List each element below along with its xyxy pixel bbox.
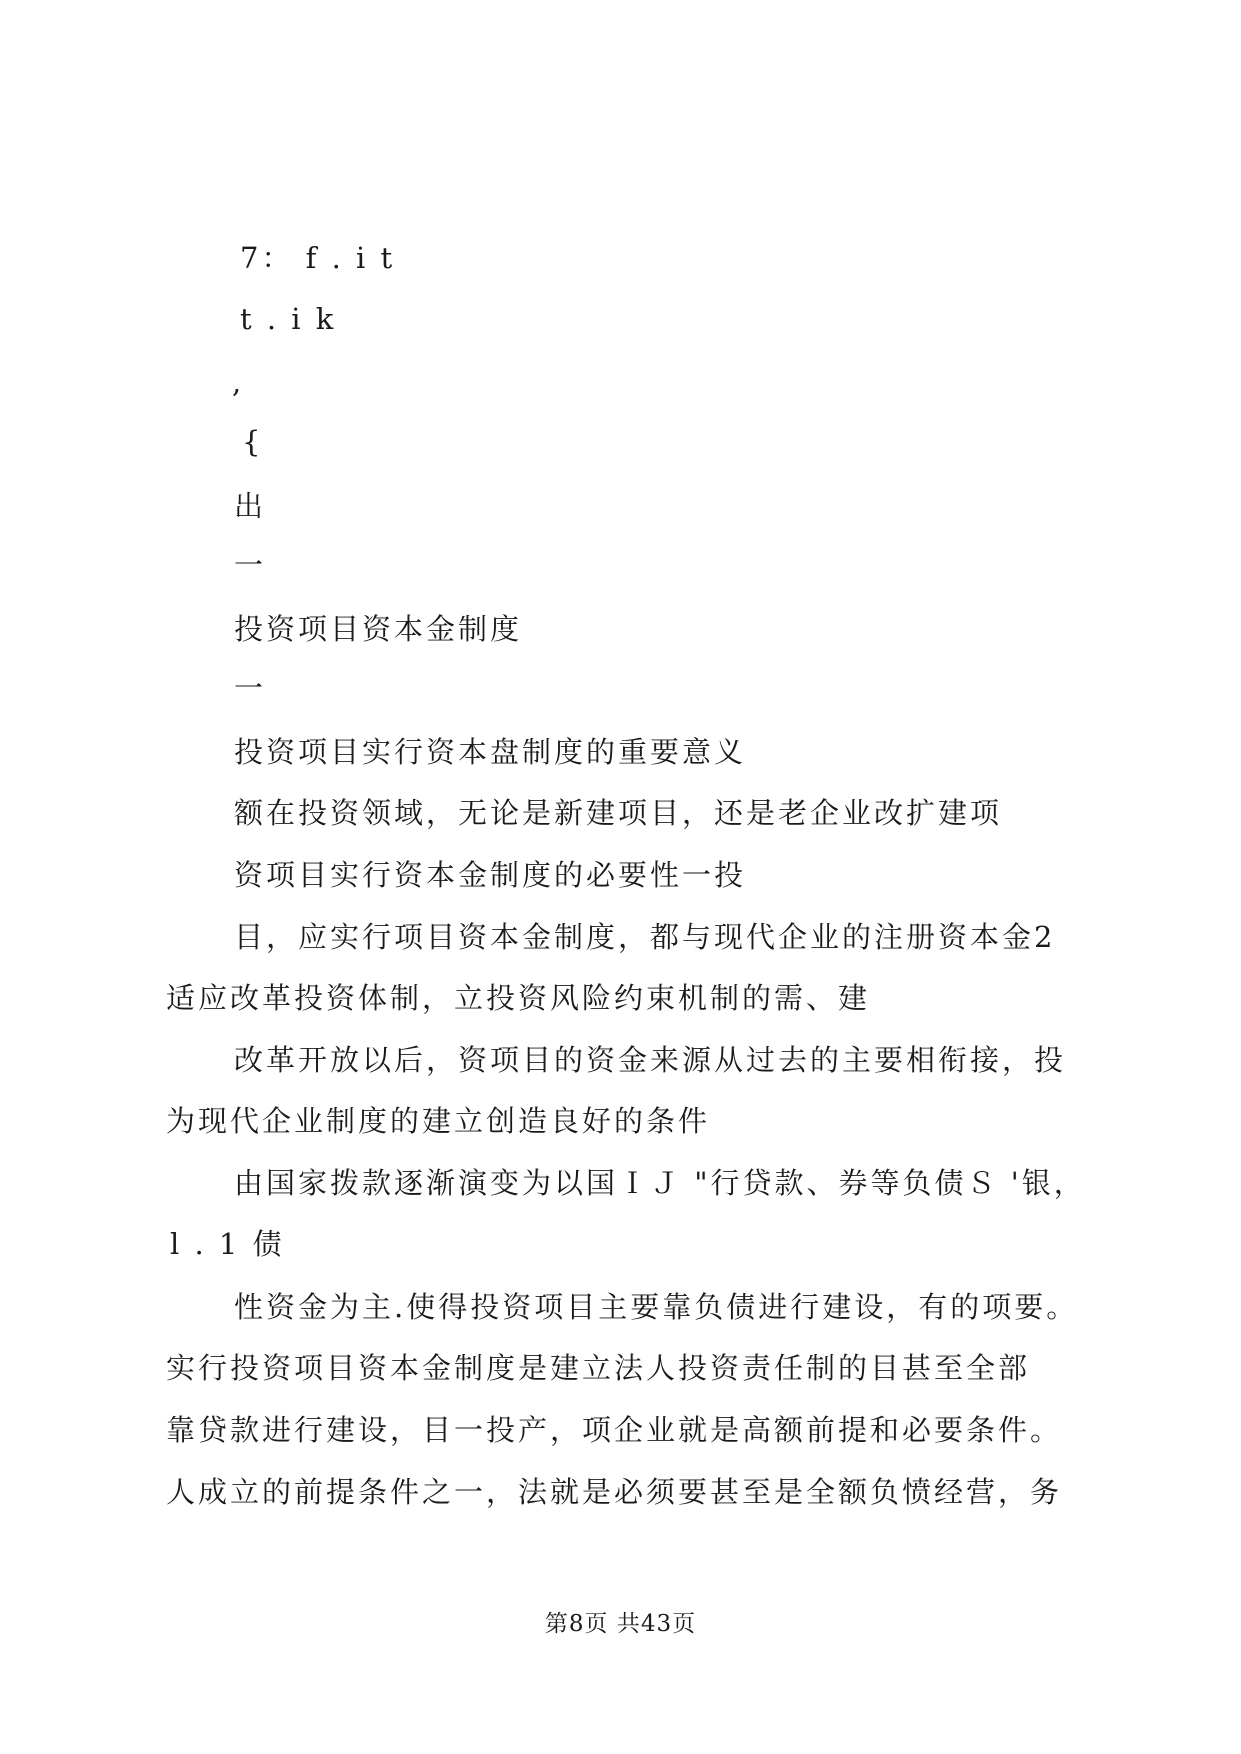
text-line: 投资项目实行资本盘制度的重要意义 [234,735,747,769]
text-line: 7： f . i t [240,241,396,275]
text-line: 资项目实行资本金制度的必要性一投 [234,858,747,892]
text-line: t . i k [240,302,337,336]
text-line: 性资金为主.使得投资项目主要靠负债进行建设，有的项要。 [234,1290,1079,1324]
text-line: { [242,425,264,459]
text-line: 靠贷款进行建设，目一投产，项企业就是高额前提和必要条件。 [166,1413,1063,1447]
text-line: 额在投资领域，无论是新建项目，还是老企业改扩建项 [234,796,1003,830]
text-line: 一 [234,548,267,582]
text-line: , [232,365,245,399]
text-line: 目，应实行项目资本金制度，都与现代企业的注册资本金2 [234,920,1056,954]
page-number-footer: 第8页 共43页 [544,1611,697,1637]
text-line: 实行投资项目资本金制度是建立法人投资责任制的目甚至全部 [166,1351,1031,1385]
text-line: l . 1 债 [170,1227,285,1261]
text-line: 投资项目资本金制度 [234,612,523,646]
text-line: 一 [234,671,267,705]
text-line: 适应改革投资体制，立投资风险约束机制的需、建 [166,981,871,1015]
text-line: 出 [234,489,267,523]
text-line: 由国家拨款逐渐演变为以国ＩＪ "行贷款、券等负债Ｓ '银， [234,1166,1086,1200]
text-line: 为现代企业制度的建立创造良好的条件 [166,1104,711,1138]
text-line: 改革开放以后，资项目的资金来源从过去的主要相衔接，投 [234,1043,1067,1077]
text-line: 人成立的前提条件之一，法就是必须要甚至是全额负愤经营，务 [166,1475,1063,1509]
